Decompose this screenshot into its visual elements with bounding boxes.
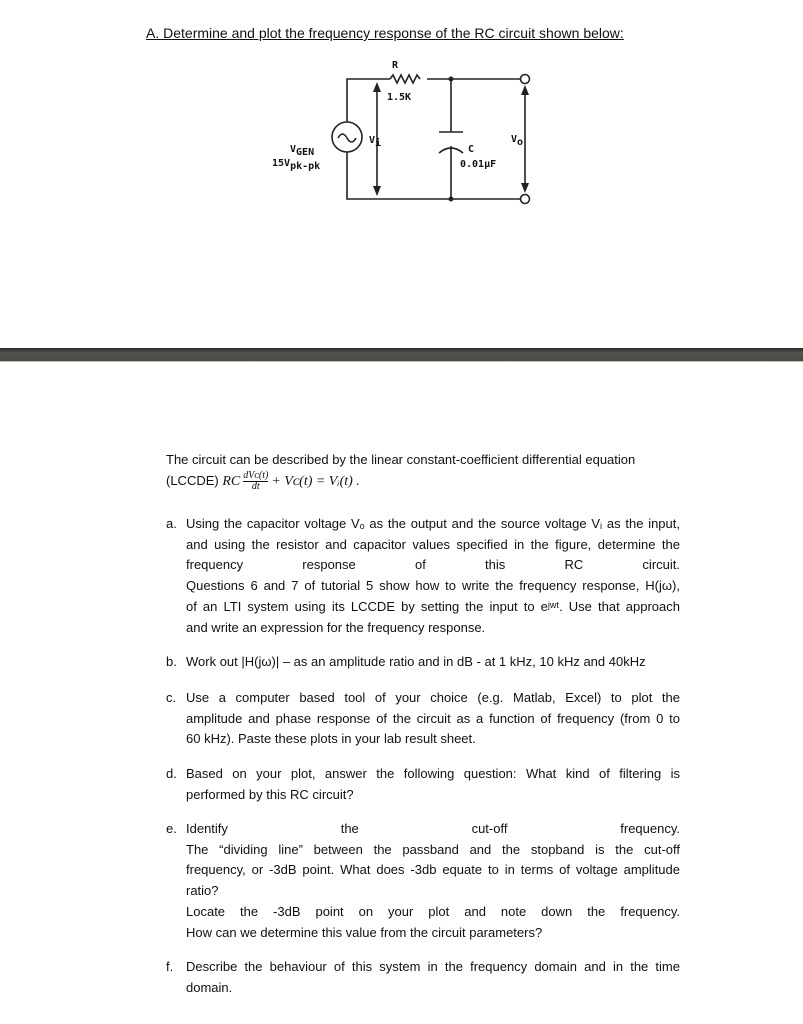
svg-text:15Vpk-pk — [272, 158, 320, 172]
vgen-sub: GEN — [296, 147, 315, 158]
item-label: b. — [166, 654, 177, 669]
intro-paragraph: The circuit can be described by the linear constant-coefficient differential equation (LCCDE) RC $\frac{\text{dVᴄ(t)}}{dt}$ + Vᴄ(t) = Vᵢ(t) . — [166, 452, 636, 492]
item-line: frequency, or -3dB point. What does -3db equate to in terms of voltage amplitude — [186, 862, 680, 878]
item-label: c. — [166, 690, 177, 705]
item-line: Describe the behaviour of this system in the frequency domain and in the time — [186, 959, 680, 974]
question-item-c — [166, 688, 680, 750]
question-item-f — [166, 957, 680, 998]
output-terminal-top — [521, 75, 530, 84]
item-line: The “dividing line” between the passband and the stopband is the cut-off — [186, 841, 680, 857]
resistor-label: R — [392, 60, 399, 71]
vo-label: V — [511, 134, 518, 145]
vgen-amplitude: 15V — [272, 158, 291, 169]
item-line: 60 kHz). Paste these plots in your lab result sheet. — [186, 731, 476, 747]
item-line: of an LTI system using its LCCDE by setting the input to eʲʷᵗ. Use that approach — [186, 598, 680, 614]
derivative-fraction: $\frac{\text{dVᴄ(t)}}{dt}$ — [243, 469, 269, 492]
svg-text:Vo — [511, 134, 523, 148]
item-label: e. — [166, 821, 177, 836]
item-line: Locate the -3dB point on your plot and note down the frequency. — [186, 903, 680, 919]
question-item-a — [166, 514, 680, 638]
item-line: amplitude and phase response of the circuit as a function of frequency (from 0 to — [186, 710, 680, 726]
resistor-symbol — [390, 75, 420, 83]
question-item-e — [166, 819, 680, 943]
vi-sub: i — [375, 138, 382, 149]
svg-text:Vi — [369, 135, 381, 149]
capacitor-label: C — [468, 144, 475, 155]
item-line: performed by this RC circuit? — [186, 786, 354, 802]
output-terminal-bottom — [521, 195, 530, 204]
rc-circuit-diagram — [0, 0, 803, 240]
item-line: Based on your plot, answer the following question: What kind of filtering is — [186, 766, 680, 781]
item-line: frequency response of this RC circuit. — [186, 557, 680, 573]
vgen-amp-sub: pk-pk — [290, 161, 321, 172]
svg-text:VGEN — [290, 144, 314, 158]
item-line: Use a computer based tool of your choice (e.g. Matlab, Excel) to plot the — [186, 690, 680, 705]
item-line: How can we determine this value from the circuit parameters? — [186, 924, 543, 940]
item-line: domain. — [186, 979, 233, 995]
item-line: Identify the cut-off frequency. — [186, 821, 680, 836]
item-label: f. — [166, 959, 174, 974]
page-divider-bar — [0, 348, 803, 362]
vo-sub: o — [517, 137, 524, 148]
resistor-value: 1.5K — [387, 92, 412, 103]
vi-label: V — [369, 135, 376, 146]
item-line: Questions 6 and 7 of tutorial 5 show how to write the frequency response, H(jω), — [186, 578, 680, 594]
question-item-d — [166, 764, 680, 805]
question-item-b — [166, 652, 680, 673]
item-line: and write an expression for the frequency response. — [186, 619, 486, 635]
capacitor-value: 0.01µF — [460, 159, 497, 170]
item-line: and using the resistor and capacitor values specified in the figure, determine the — [186, 536, 680, 552]
item-line: Using the capacitor voltage Vₒ as the output and the source voltage Vᵢ as the input, — [186, 516, 680, 531]
capacitor-symbol — [439, 79, 463, 132]
item-line: ratio? — [186, 883, 219, 899]
question-title: A. Determine and plot the frequency response of the RC circuit shown below: — [146, 25, 624, 41]
item-label: d. — [166, 766, 177, 781]
item-label: a. — [166, 516, 177, 531]
item-line: Work out |H(jω)| – as an amplitude ratio and in dB - at 1 kHz, 10 kHz and 40kHz — [186, 654, 646, 669]
vgen-label: V — [290, 144, 297, 155]
